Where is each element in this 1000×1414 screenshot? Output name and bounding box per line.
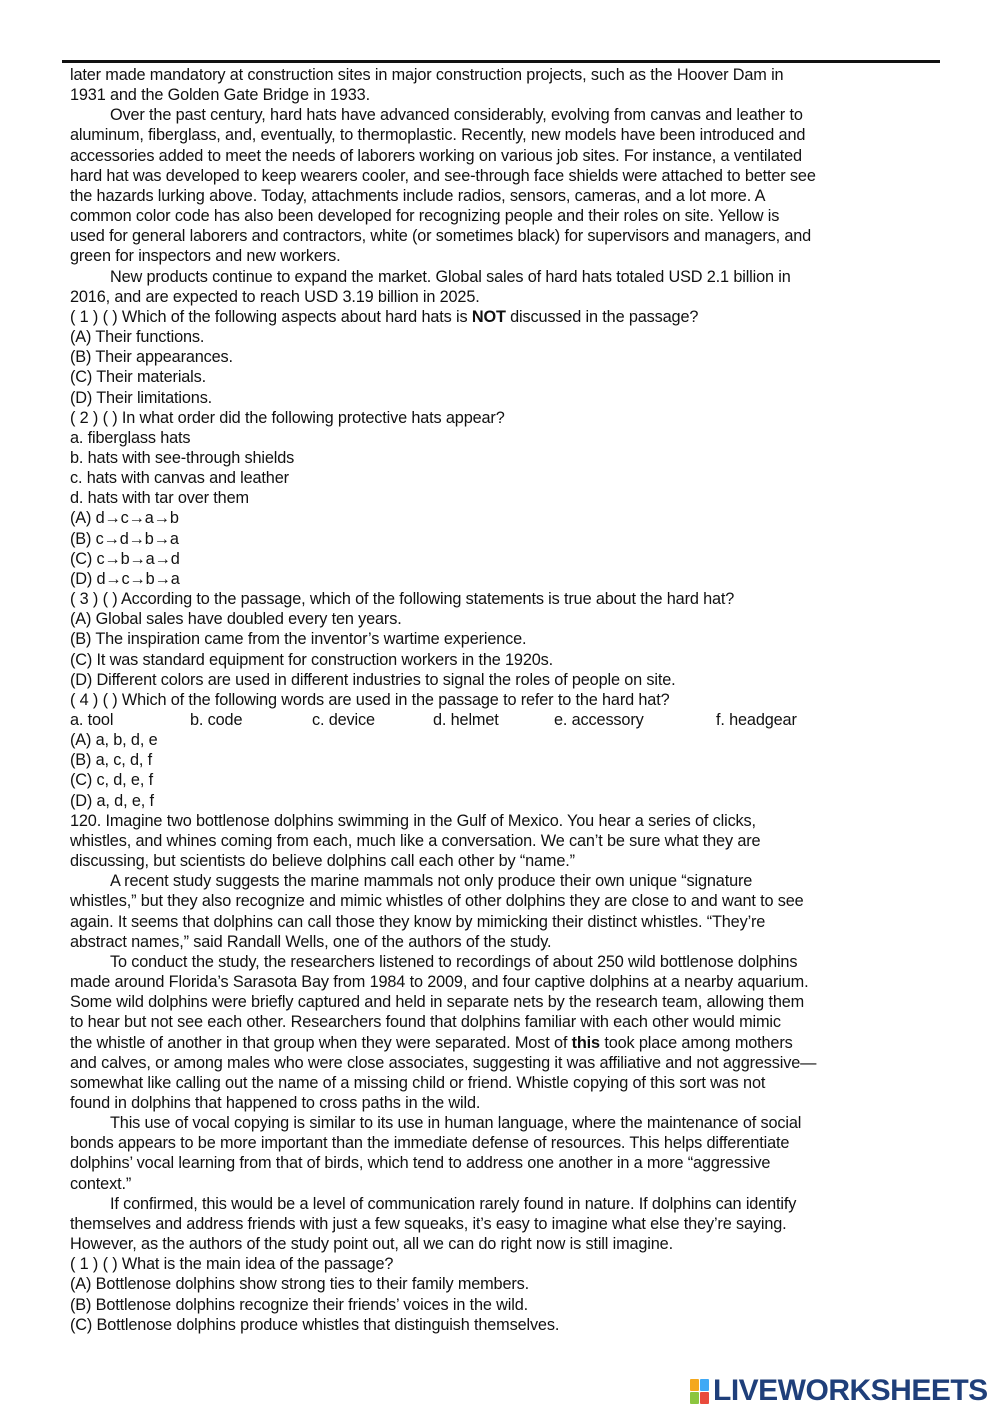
question-stem: ( 1 ) ( ) Which of the following aspects about hard hats is NOT discussed in the passage?: [70, 307, 699, 326]
text-line: green for inspectors and new workers.: [70, 247, 341, 266]
answer-option: (D) a, d, e, f: [70, 791, 154, 810]
text-line: later made mandatory at construction sites in major construction projects, such as the Hoover Dam in: [70, 66, 784, 84]
top-rule: [62, 60, 940, 63]
word-choice: d. helmet: [433, 711, 499, 729]
logo-block: [700, 1392, 709, 1404]
question-1: [70, 307, 940, 408]
question-stem: ( 4 ) ( ) Which of the following words are used in the passage to refer to the hard hat?: [70, 690, 670, 709]
logo-block: [690, 1392, 699, 1404]
text-line: Some wild dolphins were briefly captured and held in separate nets by the research team, allowing them: [70, 993, 805, 1012]
text-line: again. It seems that dolphins can call those they know by mimicking their distinct whistles. “They’re: [70, 912, 766, 931]
answer-option: (A) Their functions.: [70, 328, 205, 347]
text-line: themselves and address friends with just a few squeaks, it’s easy to imagine what else they’re saying.: [70, 1214, 787, 1233]
answer-option: (C) c→b→a→d: [70, 549, 180, 568]
list-item: d. hats with tar over them: [70, 489, 249, 508]
worksheet-content: [70, 65, 940, 1335]
answer-option: (D) Their limitations.: [70, 388, 213, 407]
answer-option: (A) Bottlenose dolphins show strong ties to their family members.: [70, 1275, 529, 1294]
text-line: used for general laborers and contractors, white (or sometimes black) for supervisors and managers, and: [70, 227, 812, 246]
text-line: To conduct the study, the researchers listened to recordings of about 250 wild bottlenose dolphins: [110, 952, 798, 971]
text-line: Over the past century, hard hats have advanced considerably, evolving from canvas and leather to: [110, 106, 803, 125]
word-choice: b. code: [190, 711, 243, 729]
logo-mark-icon: [690, 1379, 709, 1404]
emphasis-word: NOT: [471, 307, 506, 326]
text-line: found in dolphins that happened to cross paths in the wild.: [70, 1093, 481, 1112]
text-line: 1931 and the Golden Gate Bridge in 1933.: [70, 86, 370, 105]
text-line: 120. Imagine two bottlenose dolphins swimming in the Gulf of Mexico. You hear a series of clicks,: [70, 811, 756, 830]
question-stem: ( 3 ) ( ) According to the passage, which of the following statements is true about the hard hat?: [70, 590, 735, 609]
answer-option: (B) c→d→b→a: [70, 529, 179, 548]
text-line: the whistle of another in that group when they were separated. Most of this took place among mothers: [70, 1033, 793, 1052]
question-stem: ( 1 ) ( ) What is the main idea of the passage?: [70, 1255, 394, 1274]
word-choices: [70, 710, 940, 730]
text-line: New products continue to expand the market. Global sales of hard hats totaled USD 2.1 billion in: [110, 267, 791, 286]
logo-block: [700, 1379, 709, 1391]
word-choice: c. device: [312, 711, 375, 729]
answer-option: (D) Different colors are used in different industries to signal the roles of people on site.: [70, 670, 676, 689]
logo-text: LIVEWORKSHEETS: [713, 1374, 988, 1407]
text-line: discussing, but scientists do believe dolphins call each other by “name.”: [70, 852, 575, 871]
text-line: and calves, or among males who were close associates, suggesting it was affiliative and not aggressive—: [70, 1053, 817, 1072]
text-line: hard hat was developed to keep wearers cooler, and see-through face shields were attached to better see: [70, 166, 816, 185]
text-line: somewhat like calling out the name of a missing child or friend. Whistle copying of this sort was not: [70, 1073, 766, 1092]
list-item: a. fiberglass hats: [70, 428, 191, 447]
answer-option: (C) c, d, e, f: [70, 771, 153, 790]
text-line: whistles, and whines coming from each, much like a conversation. We can’t be sure what they are: [70, 831, 761, 850]
text-line: abstract names,” said Randall Wells, one of the authors of the study.: [70, 932, 552, 951]
word-choice: e. accessory: [554, 711, 644, 729]
answer-option: (C) Their materials.: [70, 368, 207, 387]
logo-block: [690, 1379, 699, 1391]
word-choice: f. headgear: [716, 711, 797, 729]
text-line: This use of vocal copying is similar to its use in human language, where the maintenance of social: [110, 1114, 802, 1133]
question-stem: ( 2 ) ( ) In what order did the following protective hats appear?: [70, 408, 505, 427]
passage-2-question-1: [70, 1254, 940, 1335]
text-line: If confirmed, this would be a level of communication rarely found in nature. If dolphins can identify: [110, 1194, 797, 1213]
emphasis-word: this: [571, 1033, 600, 1052]
question-4: [70, 690, 940, 811]
question-2: [70, 408, 940, 589]
answer-option: (B) a, c, d, f: [70, 751, 153, 770]
text-line: A recent study suggests the marine mammals not only produce their own unique “signature: [110, 872, 753, 891]
text-line: common color code has also been developed for recognizing people and their roles on site. Yellow is: [70, 207, 780, 226]
answer-option: (A) a, b, d, e: [70, 731, 158, 750]
passage-2: [70, 811, 940, 1254]
passage-1: [70, 65, 940, 307]
text-line: aluminum, fiberglass, and, eventually, to thermoplastic. Recently, new models have been introduced and: [70, 126, 806, 145]
answer-option: (B) The inspiration came from the inventor’s wartime experience.: [70, 630, 527, 649]
answer-option: (C) It was standard equipment for construction workers in the 1920s.: [70, 650, 553, 669]
text-line: context.”: [70, 1174, 132, 1193]
text-line: the hazards lurking above. Today, attachments include radios, sensors, cameras, and a lot more. A: [70, 186, 766, 205]
list-item: c. hats with canvas and leather: [70, 469, 289, 488]
answer-option: (B) Their appearances.: [70, 348, 233, 367]
text-line: bonds appears to be more important than the immediate defense of resources. This helps differentiate: [70, 1134, 790, 1153]
text-line: whistles,” but they also recognize and mimic whistles of other dolphins they are close to and want to see: [70, 892, 804, 911]
text-line: 2016, and are expected to reach USD 3.19 billion in 2025.: [70, 287, 480, 306]
answer-option: (B) Bottlenose dolphins recognize their friends’ voices in the wild.: [70, 1295, 528, 1314]
text-line: to hear but not see each other. Researchers found that dolphins familiar with each other would mimic: [70, 1013, 781, 1032]
text-line: However, as the authors of the study point out, all we can do right now is still imagine.: [70, 1235, 673, 1254]
liveworksheets-logo[interactable]: [690, 1376, 988, 1406]
answer-option: (C) Bottlenose dolphins produce whistles that distinguish themselves.: [70, 1315, 560, 1334]
text-line: dolphins’ vocal learning from that of birds, which tend to address one another in a more “aggressive: [70, 1154, 771, 1173]
question-3: [70, 589, 940, 690]
answer-option: (A) Global sales have doubled every ten years.: [70, 610, 402, 629]
answer-option: (A) d→c→a→b: [70, 509, 179, 528]
list-item: b. hats with see-through shields: [70, 448, 295, 467]
text-line: accessories added to meet the needs of laborers working on various job sites. For instance, a ventilated: [70, 146, 802, 165]
word-choice: a. tool: [70, 711, 114, 729]
answer-option: (D) d→c→b→a: [70, 569, 180, 588]
text-line: made around Florida’s Sarasota Bay from 1984 to 2009, and four captive dolphins at a nearby aquarium.: [70, 973, 809, 992]
